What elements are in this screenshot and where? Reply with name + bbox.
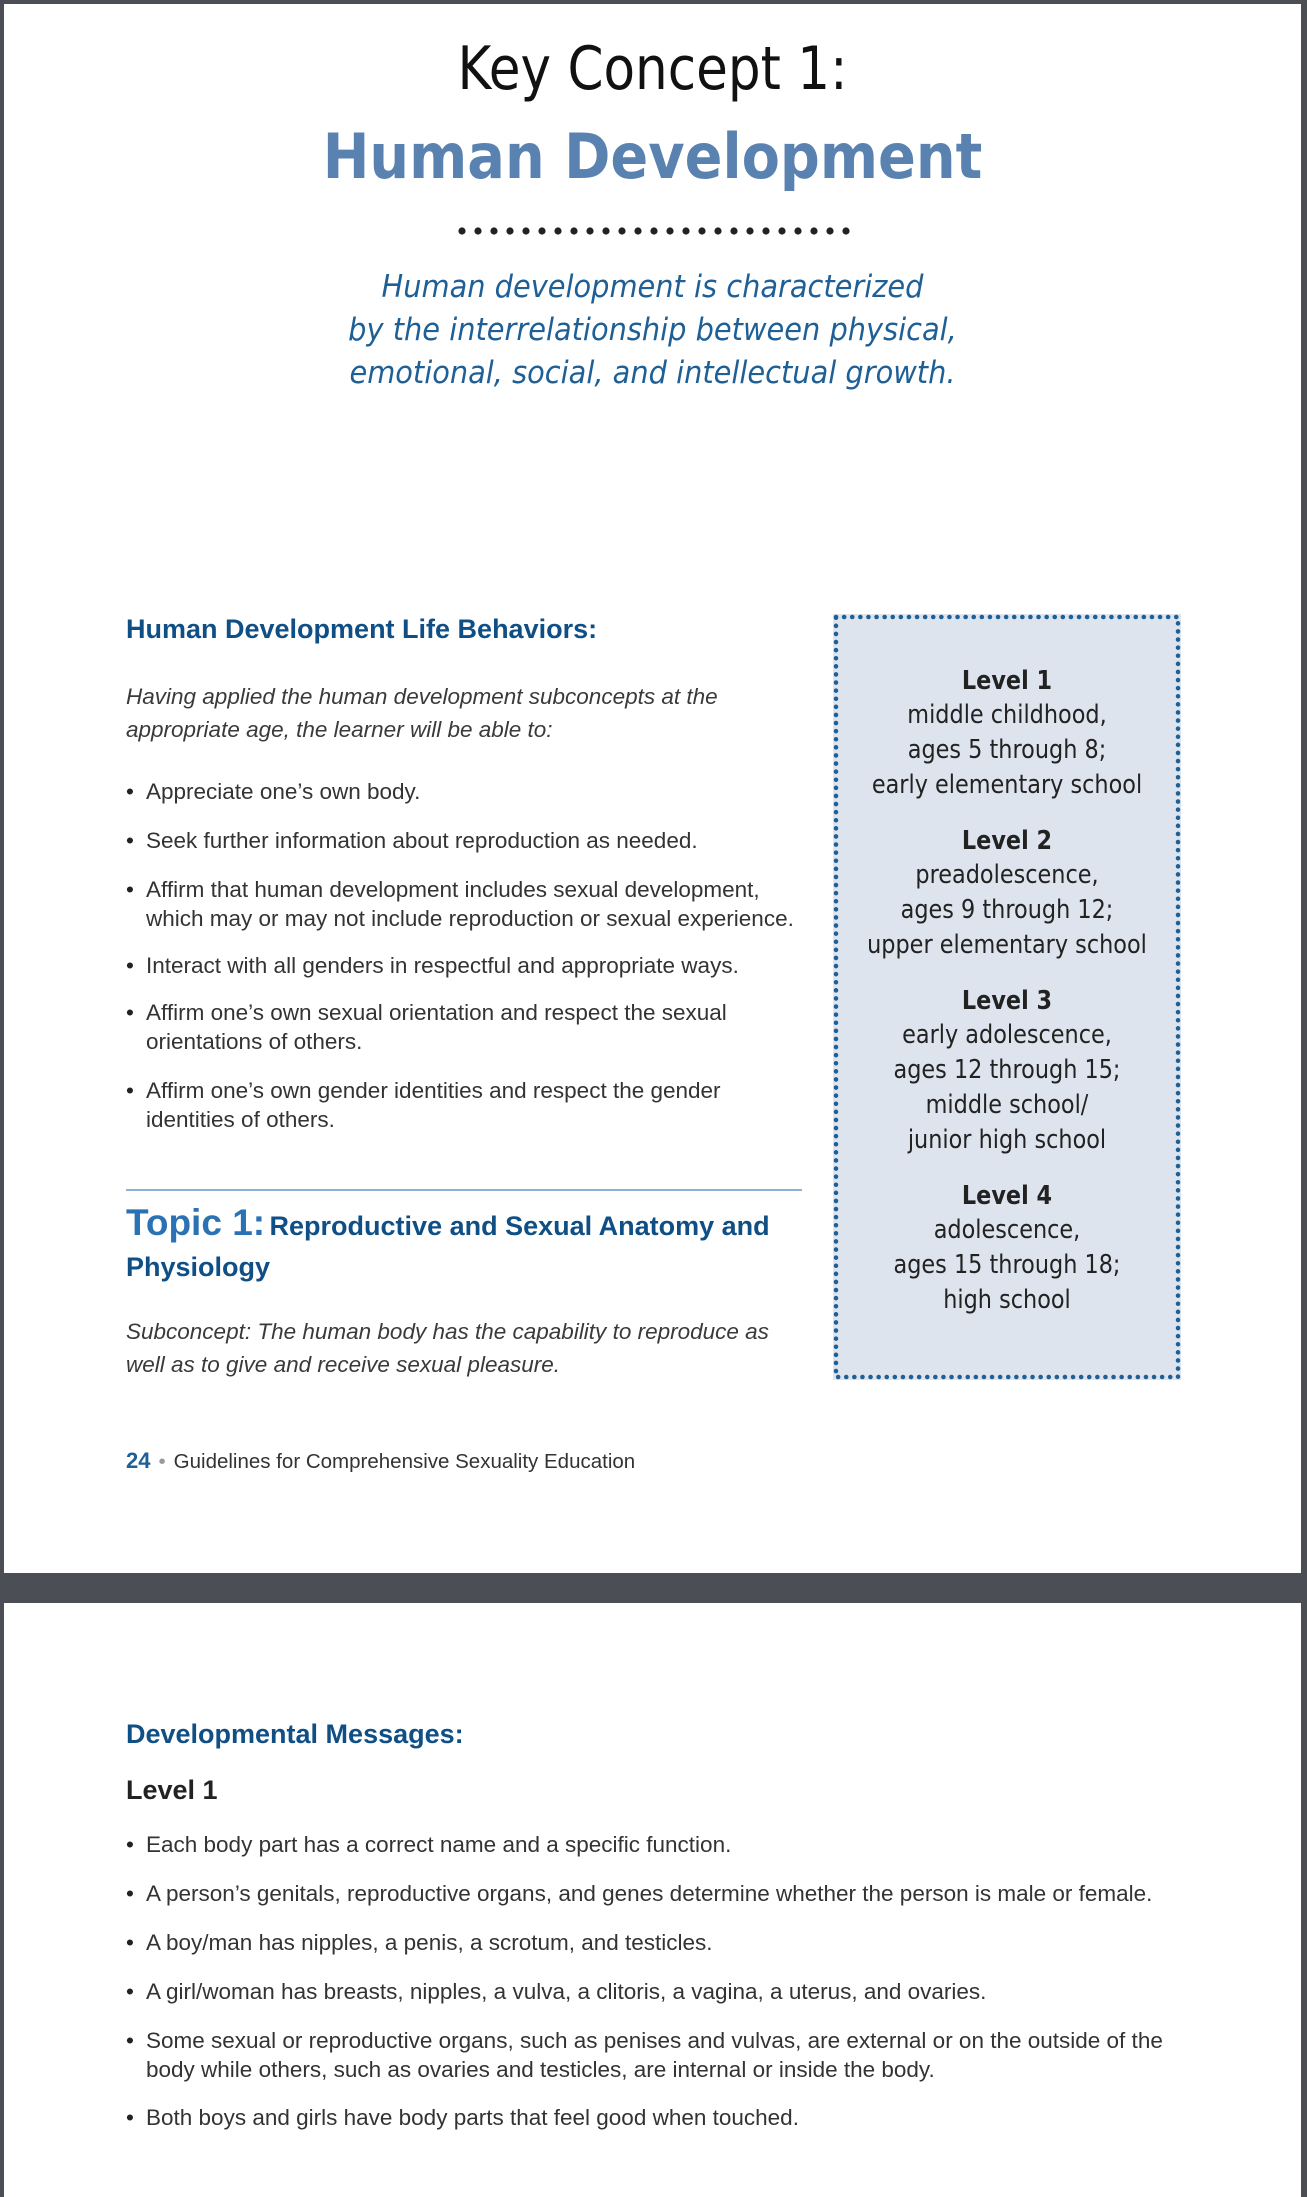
intro-line: Human development is characterized (381, 269, 924, 305)
level-line: upper elementary school (867, 930, 1147, 960)
level-line: middle childhood, (907, 700, 1107, 730)
separator-dot (570, 227, 577, 234)
list-item: • Some sexual or reproductive organs, such as penises and vulvas, are external or on the outside of the body while others, such as ovaries and testicles, are internal or inside the body. (126, 2026, 1196, 2084)
list-item: • A girl/woman has breasts, nipples, a vulva, a clitoris, a vagina, a uterus, and ovaries. (126, 1977, 1236, 2006)
level-line: early adolescence, (902, 1020, 1112, 1050)
intro-statement (49, 266, 1255, 395)
list-item: • A person’s genitals, reproductive organs, and genes determine whether the person is male or female. (126, 1879, 1236, 1908)
level-entry (833, 984, 1181, 1158)
level-line: adolescence, (933, 1215, 1081, 1245)
separator-dot (778, 227, 785, 234)
separator-dot (730, 227, 737, 234)
separator-dot (746, 227, 753, 234)
separator-dot (666, 227, 673, 234)
level-title: Level 4 (961, 1181, 1053, 1211)
life-behaviors-lead: Having applied the human development subconcepts at the appropriate age, the learner will be able to: (126, 684, 718, 742)
list-item: • A boy/man has nipples, a penis, a scrotum, and testicles. (126, 1928, 1236, 1957)
topic-subconcept: Subconcept: The human body has the capability to reproduce as well as to give and receive sexual pleasure. (126, 1319, 769, 1377)
separator-dot (650, 227, 657, 234)
separator-dot (634, 227, 641, 234)
key-concept-label: Key Concept 1: (457, 34, 848, 104)
page-number: 24 (126, 1448, 151, 1473)
level-title: Level 1 (961, 666, 1053, 696)
level-heading: Level 1 (126, 1775, 218, 1805)
level-line: preadolescence, (915, 860, 1099, 890)
separator-dot (602, 227, 609, 234)
list-item: • Affirm that human development includes sexual development, which may or may not include reproduction or sexual experience. (126, 875, 806, 933)
list-item: • Interact with all genders in respectful and appropriate ways. (126, 951, 816, 980)
separator-dot (810, 227, 817, 234)
separator-dot (554, 227, 561, 234)
separator-dot (698, 227, 705, 234)
list-item: • Affirm one’s own gender identities and respect the gender identities of others. (126, 1076, 786, 1134)
level-line: middle school/ (925, 1090, 1089, 1120)
level-entry (833, 664, 1181, 803)
level-line: ages 15 through 18; (893, 1250, 1121, 1280)
separator-dot (490, 227, 497, 234)
level-title: Level 3 (961, 986, 1053, 1016)
page-title: Human Development (322, 120, 983, 193)
level-line: ages 12 through 15; (893, 1055, 1121, 1085)
separator-dot (762, 227, 769, 234)
topic-number: Topic 1: (126, 1202, 266, 1243)
separator-dot (506, 227, 513, 234)
separator-dot (682, 227, 689, 234)
life-behaviors-heading: Human Development Life Behaviors: (126, 614, 598, 644)
level-line: early elementary school (871, 770, 1143, 800)
document-page-1 (4, 4, 1301, 1573)
dotted-separator (456, 225, 852, 237)
list-item: • Each body part has a correct name and a specific function. (126, 1830, 1236, 1859)
topic-title: Reproductive and Sexual Anatomy and Physiology (126, 1211, 770, 1282)
separator-dot (538, 227, 545, 234)
list-item: • Both boys and girls have body parts that feel good when touched. (126, 2103, 1236, 2132)
document-page-2 (4, 1603, 1301, 2197)
separator-dot (586, 227, 593, 234)
topic-heading (126, 1202, 786, 1290)
separator-dot (458, 227, 465, 234)
level-entry (833, 824, 1181, 963)
level-entry (833, 1179, 1181, 1318)
life-behaviors-list (126, 777, 816, 1134)
level-title: Level 2 (961, 826, 1053, 856)
list-item: • Appreciate one’s own body. (126, 777, 816, 806)
list-item: • Affirm one’s own sexual orientation and respect the sexual orientations of others. (126, 998, 786, 1056)
section-divider (126, 1189, 802, 1191)
list-item: • Seek further information about reproduction as needed. (126, 826, 816, 855)
separator-dot (522, 227, 529, 234)
footer-title: Guidelines for Comprehensive Sexuality Education (173, 1450, 636, 1473)
page-footer (126, 1448, 635, 1474)
developmental-messages-list (126, 1830, 1236, 2132)
separator-dot (842, 227, 849, 234)
level-line: junior high school (907, 1125, 1107, 1155)
separator-dot (714, 227, 721, 234)
level-line: high school (943, 1285, 1071, 1315)
separator-dot (474, 227, 481, 234)
separator-dot (618, 227, 625, 234)
footer-bullet: • (158, 1450, 166, 1473)
level-line: ages 5 through 8; (907, 735, 1107, 765)
level-line: ages 9 through 12; (900, 895, 1114, 925)
developmental-messages-heading: Developmental Messages: (126, 1719, 464, 1749)
separator-dot (826, 227, 833, 234)
intro-line: by the interrelationship between physical, (348, 312, 957, 348)
separator-dot (794, 227, 801, 234)
intro-line: emotional, social, and intellectual growth. (349, 355, 956, 391)
levels-list (833, 664, 1181, 1339)
